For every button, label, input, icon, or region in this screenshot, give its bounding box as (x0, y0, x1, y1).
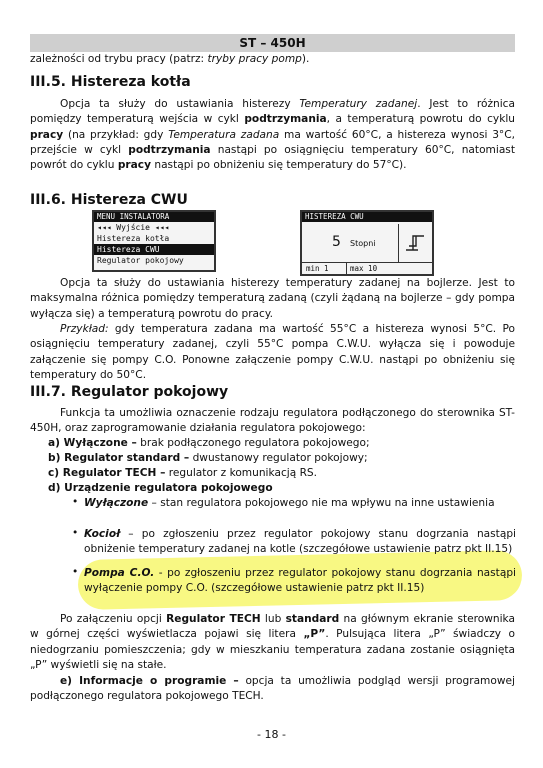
paragraph-program-info: e) Informacje o programie – opcja ta umożliwia podgląd wersji programowej podłączonego regulatora pokojowego TECH. (30, 675, 515, 703)
section-heading-hysteresis-dhw: III.6. Histereza CWU (30, 192, 188, 208)
dhw-hysteresis-screen (300, 210, 434, 276)
paragraph-hysteresis-dhw-example: Przykład: gdy temperatura zadana ma wartość 55°C a histereza wynosi 5°C. Po osiągnięciu temperatury zadanej, czyli 55°C pompa C.W.U. wyłącza się i powoduje załączenie się pompy C.O. Ponowne załączenie pompy C.W.U. nastąpi po obniżeniu się temperatury do 50°C. (30, 323, 515, 381)
menu-item-boiler-hysteresis: Histereza kotła (97, 234, 170, 243)
section-heading-hysteresis-boiler: III.5. Histereza kotła (30, 74, 191, 90)
paragraph-room-regulator: Funkcja ta umożliwia oznaczenie rodzaju regulatora podłączonego do sterownika ST-450H, oraz zaprogramowanie działania regulatora pokojowego: (30, 407, 515, 435)
screen-range-bar (302, 262, 432, 274)
subitem-pump: Pompa C.O. - po zgłoszeniu przez regulator pokojowy stanu dogrzania nastąpi wyłączenie pompy C.O. (szczegółowe ustawienie patrz pkt II.15) (84, 567, 516, 595)
installer-menu-screen (92, 210, 216, 272)
range-divider (346, 263, 347, 274)
bullet-icon: • (72, 566, 79, 578)
page-header: ST – 450H (30, 34, 515, 52)
screen-unit: Stopni (350, 239, 376, 248)
subitem-off: Wyłączone – stan regulatora pokojowego nie ma wpływu na inne ustawienia (84, 497, 495, 509)
page-number: - 18 - (257, 728, 286, 741)
paragraph-hysteresis-dhw: Opcja ta służy do ustawiania histerezy temperatury zadanej na bojlerze. Jest to maksymalna różnica pomiędzy temperaturą zadaną (czyli żądaną na bojlerze – gdy pompa wyłącza się) a temperaturą powrotu do pracy. (30, 277, 515, 320)
hysteresis-icon (404, 232, 426, 254)
screen-divider (398, 224, 399, 262)
screen-title: HISTEREZA CWU (302, 212, 432, 222)
menu-item-exit: ◂◂◂ Wyjście ◂◂◂ (97, 223, 170, 232)
paragraph-regulator-tech: Po załączeniu opcji Regulator TECH lub standard na głównym ekranie sterownika w górnej części wyświetlacza pojawi się litera „P”. Pulsująca litera „P” świadczy o niedogrzaniu pomieszczenia; gdy w mieszkaniu temperatura zadana zostanie osiągnięta „P” wyświetli się na stałe. (30, 613, 515, 671)
bullet-icon: • (72, 527, 79, 539)
paragraph-hysteresis-boiler: Opcja ta służy do ustawiania histerezy Temperatury zadanej. Jest to różnica pomiędzy temperaturą wejścia w cykl podtrzymania, a temperaturą powrotu do cyklu pracy (na przykład: gdy Temperatura zadana ma wartość 60°C, a histereza wynosi 3°C, przejście w cykl podtrzymania nastąpi po osiągnięciu temperatury 60°C, natomiast powrót do cyklu pracy nastąpi po obniżeniu się temperatury do 57°C). (30, 98, 515, 172)
menu-item-dhw-hysteresis: Histereza CWU (94, 244, 214, 255)
subitem-boiler: Kocioł – po zgłoszeniu przez regulator pokojowy stanu dogrzania nastąpi obniżenie temperatury zadanej na kotle (szczegółowe ustawienie patrz pkt II.15) (84, 528, 516, 556)
intro-line: zależności od trybu pracy (patrz: tryby pracy pomp). (30, 53, 310, 65)
list-item-c: c) Regulator TECH – regulator z komunikacją RS. (48, 467, 318, 479)
section-heading-room-regulator: III.7. Regulator pokojowy (30, 384, 229, 400)
menu-item-room-regulator: Regulator pokojowy (97, 256, 184, 265)
list-item-b: b) Regulator standard – dwustanowy regulator pokojowy; (48, 452, 368, 464)
screen-value: 5 (332, 234, 341, 250)
bullet-icon: • (72, 496, 79, 508)
list-item-a: a) Wyłączone – brak podłączonego regulatora pokojowego; (48, 437, 370, 449)
menu-title: MENU INSTALATORA (94, 212, 214, 222)
screen-max: max 10 (350, 264, 378, 273)
screen-min: min 1 (306, 264, 329, 273)
list-item-d: d) Urządzenie regulatora pokojowego (48, 482, 273, 494)
